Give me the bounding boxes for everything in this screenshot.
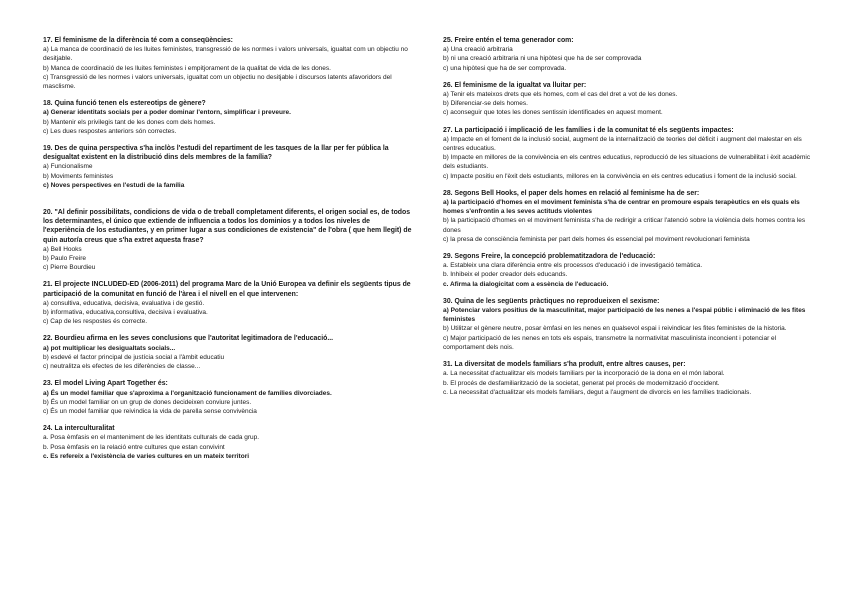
answer-option: c) És un model familiar que reivindica la vida de parella sense convivència (43, 407, 257, 415)
question-title: 28. Segons Bell Hooks, el paper dels homes en relació al feminisme ha de ser: (443, 189, 700, 197)
answer-option-selected: a) la participació d'homes en el moviment feminista s'ha de centrar en promoure espais terapèutics en els quals els homes s'enfrontin a les seves actituds violentes (443, 199, 800, 216)
answer-option: a) Impacte en el foment de la inclusió social, augment de la internalització de teories del dèficit i augment del malestar en els centres educatius. (443, 135, 802, 153)
answer-option: c) Major participació de les nenes en tots els espais, transmetre la normativitat masculinista inconcient i potenciar el comportament dels nois. (443, 334, 777, 351)
question-block (43, 424, 413, 461)
question-block (43, 280, 413, 326)
answer-option-selected: a) Generar identitats socials per a poder dominar l'entorn, simplificar i preveure. (43, 109, 291, 117)
question-spacer (443, 73, 813, 81)
left-column (43, 36, 413, 461)
question-title: 31. La diversitat de models familiars s'ha produït, entre altres causes, per: (443, 361, 686, 369)
question-block (443, 297, 813, 352)
question-title: 23. El model Living Apart Together és: (43, 380, 168, 388)
answer-option-selected: c) Noves perspectives en l'estudi de la família (43, 181, 185, 189)
answer-option: c) neutralitza els efectes de les diferències de classe... (43, 363, 201, 371)
question-block (43, 144, 413, 190)
question-title: 20. "Al definir possibilitats, condicions de vida o de treball completament diferents, el origen social es, de todos los determinantes, el único que extiende de influencia a todos los dominios y a todos los niveles de l'experiència de los estudiantes, y en primer lugar a sus condiciones de existencia" de l'obra ( que hem llegit) de quin autor/a creus que s'ha extret aquesta frase? (43, 209, 412, 244)
answer-option: a) Bell Hooks (43, 245, 82, 253)
answer-option: b) esdevé el factor principal de justícia social a l'àmbit educatiu (43, 353, 225, 361)
answer-option: a. Posa èmfasis en el manteniment de les identitats culturals de cada grup. (43, 434, 260, 442)
question-title: 19. Des de quina perspectiva s'ha inclòs l'estudi del repartiment de les tasques de la llar per fer pública la desigualtat existent en la distribució dins dels membres de la família? (43, 145, 389, 162)
question-block (443, 189, 813, 244)
answer-option: a) La manca de coordinació de les lluites feministes, transgressió de les normes i valors universals, igualtat com un objectiu no desitjable. (43, 46, 408, 63)
answer-option: b. Posa èmfasis en la relació entre cultures que estan convivint (43, 443, 225, 451)
question-spacer (443, 289, 813, 297)
question-block (43, 36, 413, 91)
answer-option: b) informativa, educativa,consultiva, decisiva i evaluativa. (43, 309, 208, 317)
answer-option: b. El procés de desfamiliarització de la societat, generat pel procés de modernització d'occident. (443, 379, 720, 387)
question-block (443, 252, 813, 289)
answer-option: a) consultiva, educativa, decisiva, evaluativa i de gestió. (43, 299, 205, 307)
question-block (443, 81, 813, 118)
answer-option: b. Inhibeix el poder creador dels educands. (443, 271, 568, 279)
answer-option: c. La necessitat d'actualitzar els models familiars, degut a l'augment de divorcis en les famílies tradicionals. (443, 388, 752, 396)
answer-option-selected: a) Potenciar valors positius de la masculinitat, major participació de les nenes a l'espai públic i eliminació de les fites feministes (443, 307, 806, 324)
answer-option-selected: a) És un model familiar que s'aproxima a l'organització funcionament de famílies divorciades. (43, 389, 332, 397)
answer-option: c) Les dues respostes anteriors són correctes. (43, 127, 177, 135)
question-spacer (43, 136, 413, 144)
question-block (43, 379, 413, 416)
question-title: 22. Bourdieu afirma en les seves conclusions que l'autoritat legitimadora de l'educació... (43, 335, 334, 343)
answer-option: a. Estableix una clara diferència entre els processos d'educació i de investigació temàtica. (443, 262, 703, 270)
question-block (43, 334, 413, 371)
answer-option: c) una hipòtesi que ha de ser comprovada. (443, 64, 567, 72)
question-title: 21. El projecte INCLUDED-ED (2006-2011) del programa Marc de la Unió Europea va definir els següents tipus de participació de la comunitat en funció de l'àrea i el nivell en el que intervenen: (43, 281, 411, 298)
answer-option: c) aconseguir que totes les dones sentissin identificades en aquest moment. (443, 109, 663, 117)
question-title: 26. El feminisme de la igualtat va lluitar per: (443, 81, 587, 89)
question-spacer (43, 190, 413, 208)
answer-option: a) Tenir els mateixos drets que els homes, com el cas del dret a vot de les dones. (443, 91, 678, 99)
answer-option: b) Moviments feministes (43, 172, 114, 180)
question-spacer (43, 272, 413, 280)
answer-option: b) Impacte en millores de la convivència en els centres educatius, reproducció de les situacions de vulnerabilitat i èxit acadèmic dels estudiants. (443, 154, 811, 171)
answer-option: b) la participació d'homes en el moviment feminista s'ha de redirigir a criticar l'atenció sobre la violència dels homes contra les dones (443, 217, 806, 234)
question-block (443, 126, 813, 181)
answer-option: a) Una creació arbitraria (443, 46, 513, 54)
answer-option: c) la presa de consciència feminista per part dels homes és essencial pel moviment revolucionari feminista (443, 235, 750, 243)
question-title: 17. El feminisme de la diferència té com a conseqüències: (43, 37, 233, 44)
question-spacer (443, 244, 813, 252)
question-title: 18. Quina funció tenen els estereotips de gènere? (43, 100, 206, 108)
right-column (443, 36, 813, 397)
answer-option: c) Pierre Bourdieu (43, 264, 96, 272)
answer-option: c) Cap de les respostes és correcte. (43, 318, 148, 326)
answer-option: c) Transgressió de les normes i valors universals, igualtat com un objectiu no desitjable i discursos latents afavoridors del masclisme. (43, 73, 392, 91)
answer-option: a. La necessitat d'actualitzar els models familiars per la incorporació de la dona en el món laboral. (443, 370, 725, 378)
answer-option-selected: c. Es refereix a l'existència de varies cultures en un mateix territori (43, 452, 250, 460)
question-title: 30. Quina de les següents pràctiques no reprodueixen el sexisme: (443, 297, 660, 305)
question-spacer (43, 371, 413, 379)
question-block (443, 36, 813, 73)
answer-option: c) Impacte positiu en l'èxit dels estudiants, millores en la convivència en els centres educatius i foment de la inclusió social. (443, 172, 797, 180)
question-block (443, 360, 813, 397)
answer-option: b) ni una creació arbitraria ni una hipòtesi que ha de ser comprovada (443, 55, 642, 63)
answer-option: b) Mantenir els privilegis tant de les dones com dels homes. (43, 118, 216, 126)
question-spacer (43, 326, 413, 334)
question-title: 24. La interculturalitat (43, 425, 115, 433)
answer-option: b) Manca de coordinació de les lluites feministes i empitjorament de la qualitat de vida de les dones. (43, 64, 331, 72)
answer-option: b) És un model familiar on un grup de dones decideixen conviure juntes. (43, 398, 252, 406)
question-block (43, 99, 413, 136)
answer-option: b) Diferenciar-se dels homes. (443, 100, 528, 108)
question-spacer (443, 118, 813, 126)
question-title: 27. La participació i implicació de les famílies i de la comunitat té els següents impactes: (443, 126, 734, 134)
answer-option: a) Funcionalisme (43, 163, 93, 171)
question-spacer (43, 416, 413, 424)
question-spacer (43, 91, 413, 99)
answer-option: b) Utilitzar el gènere neutre, posar èmfasi en les nenes en qualsevol espai i reivindicar les fites feministes de la historia. (443, 325, 787, 333)
answer-option-selected: c. Afirma la dialogicitat com a essència de l'educació. (443, 280, 609, 288)
answer-option-selected: a) pot multiplicar les desigualtats socials... (43, 344, 176, 352)
question-spacer (443, 352, 813, 360)
answer-option: b) Paulo Freire (43, 255, 86, 263)
question-title: 25. Freire entén el tema generador com: (443, 37, 574, 44)
question-title: 29. Segons Freire, la concepció problematitzadora de l'educació: (443, 253, 656, 261)
question-spacer (443, 181, 813, 189)
question-block (43, 208, 413, 272)
